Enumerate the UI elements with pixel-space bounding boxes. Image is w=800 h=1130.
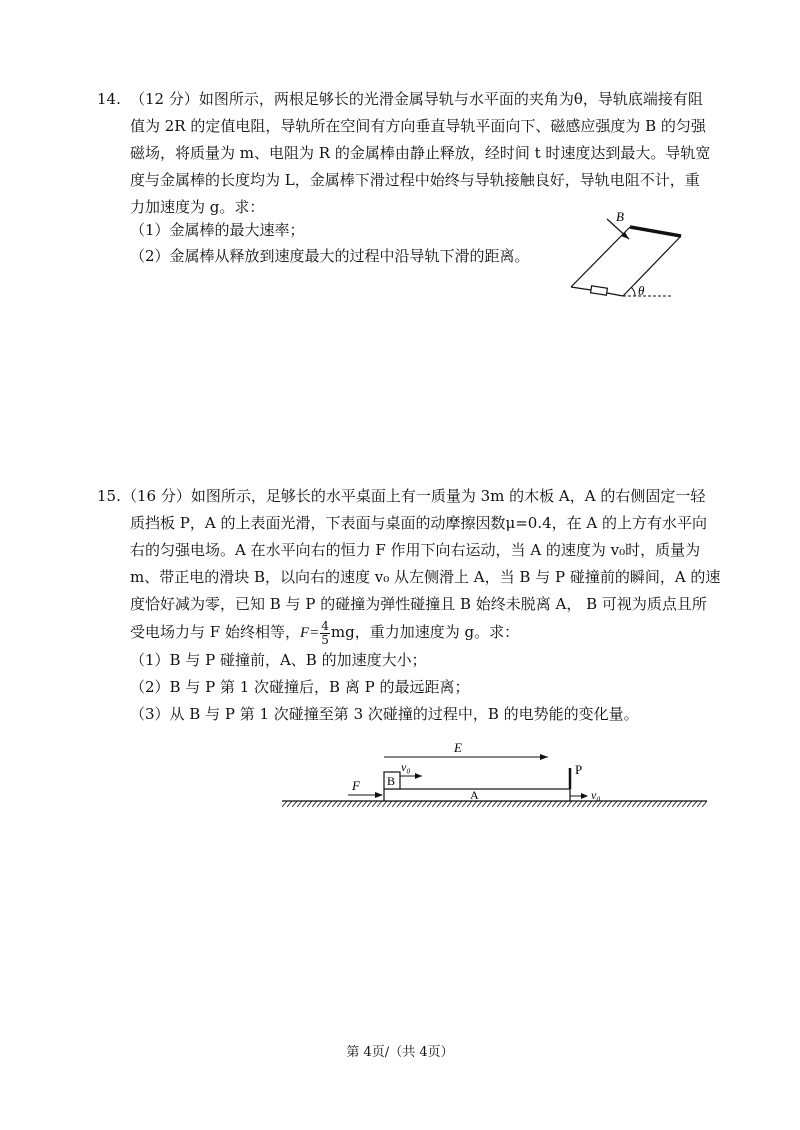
q15-board-figure (282, 735, 712, 820)
q15-line-6 (130, 612, 519, 653)
q15-sub-3: （3）从 B 与 P 第 1 次碰撞至第 3 次碰撞的过程中，B 的电势能的变化量。 (130, 705, 639, 723)
b-velocity-arrow (415, 773, 422, 779)
q14-line-2: 值为 2R 的定值电阻，导轨所在空间有方向垂直导轨平面向下、磁感应强度为 B 的匀强 (130, 117, 706, 135)
q15-line-6-a: 受电场力与 F 始终相等， (130, 623, 300, 641)
b-velocity-label: v₀ (401, 760, 411, 774)
e-field-arrow (540, 754, 548, 760)
q15-sub-2: （2）B 与 P 第 1 次碰撞后，B 离 P 的最远距离； (130, 678, 470, 696)
metal-rod (630, 227, 681, 236)
q14-sub-2: （2）金属棒从释放到速度最大的过程中沿导轨下滑的距离。 (130, 247, 530, 265)
resistor-symbol (591, 286, 608, 295)
q14-sub-1: （1）金属棒的最大速率； (130, 221, 305, 239)
q15-line-4: m、带正电的滑块 B，以向右的速度 v₀ 从左侧滑上 A，当 B 与 P 碰撞前的瞬间，A 的速 (130, 568, 721, 586)
e-field-label: E (454, 740, 462, 755)
q14-incline-figure (555, 205, 705, 305)
page-number: 第 4页/（共 4页） (346, 1045, 454, 1060)
board-a-label: A (470, 788, 479, 802)
q14-line-1: （12 分）如图所示，两根足够长的光滑金属导轨与水平面的夹角为θ，导轨底端接有阻 (130, 90, 703, 108)
b-field-label: B (616, 209, 624, 224)
q14-line-4: 度与金属棒的长度均为 L，金属棒下滑过程中始终与导轨接触良好，导轨电阻不计，重 (130, 171, 700, 189)
force-f-label: F (352, 778, 360, 793)
fraction-denominator: 5 (321, 632, 329, 647)
q15-line-2: 质挡板 P，A 的上表面光滑，下表面与桌面的动摩擦因数μ=0.4，在 A 的上方有水平向 (130, 514, 708, 532)
q15-line-5: 度恰好减为零，已知 B 与 P 的碰撞为弹性碰撞且 B 始终未脱离 A， B 可视为质点且所 (130, 595, 707, 613)
block-b-label: B (387, 774, 396, 788)
table-hatching (282, 801, 707, 807)
q14-line-5: 力加速度为 g。求： (130, 198, 265, 216)
fraction-four-fifths (320, 620, 330, 647)
theta-label: θ (638, 283, 645, 298)
fraction-numerator: 4 (321, 618, 329, 633)
q15-line-1: （16 分）如图所示，足够长的水平桌面上有一质量为 3m 的木板 A，A 的右侧固定一轻 (122, 487, 706, 505)
q14-line-3: 磁场，将质量为 m、电阻为 R 的金属棒由静止释放，经时间 t 时速度达到最大。导轨宽 (130, 144, 711, 162)
force-fraction-lhs: F= (299, 625, 320, 641)
q15-line-3: 右的匀强电场。A 在水平向右的恒力 F 作用下向右运动，当 A 的速度为 v₀时，质量为 (130, 541, 701, 559)
q15-sub-1: （1）B 与 P 碰撞前，A、B 的加速度大小； (130, 651, 427, 669)
q15-line-6-b: mg，重力加速度为 g。求： (330, 623, 520, 641)
force-f-arrow (375, 792, 383, 798)
a-velocity-label: v₀ (591, 788, 601, 802)
a-velocity-arrow (581, 793, 588, 799)
q14-number: 14. (97, 90, 121, 108)
baffle-p-label: P (575, 762, 583, 777)
q15-number: 15. (97, 487, 121, 505)
